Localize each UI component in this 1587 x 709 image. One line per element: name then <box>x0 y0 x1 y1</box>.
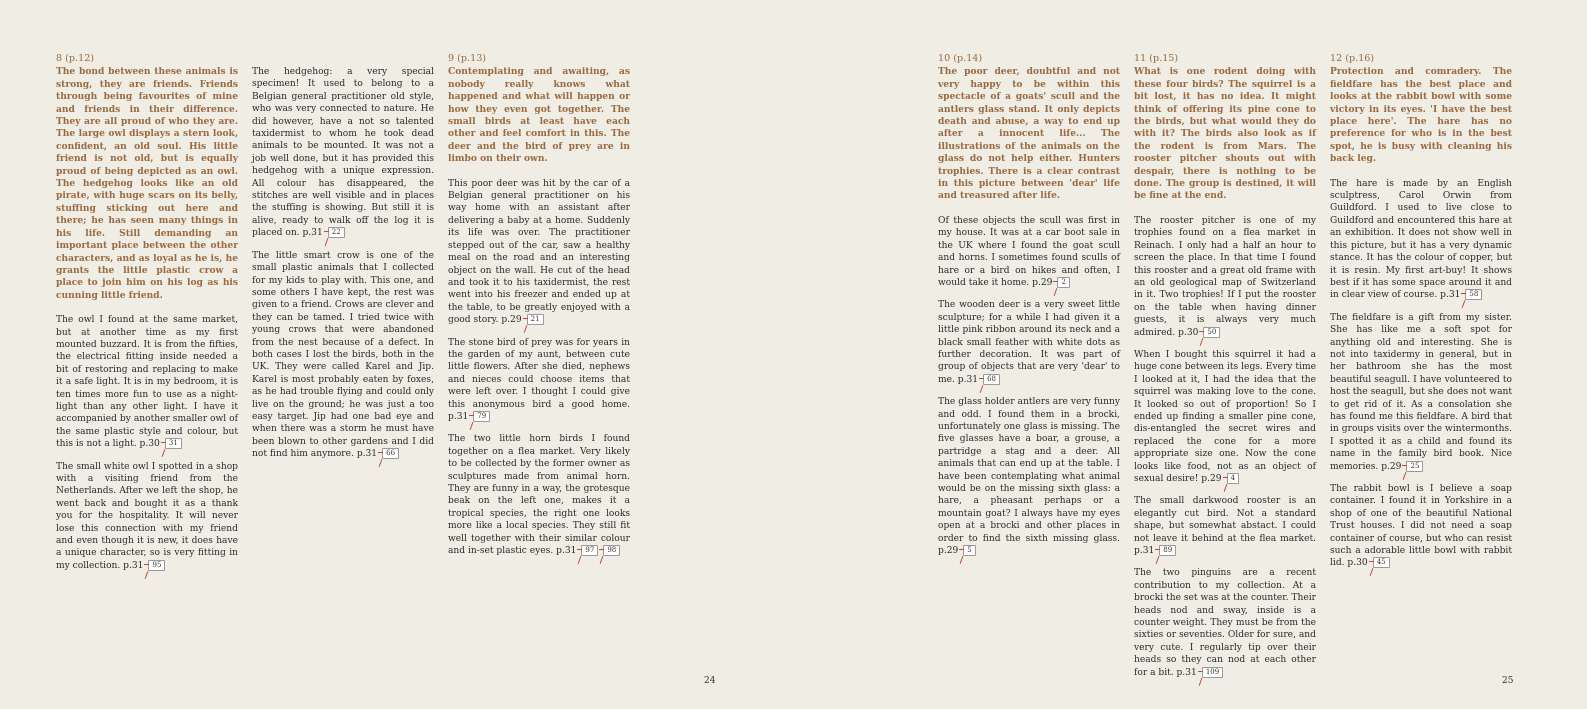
section-heading: 9 (p.13) <box>448 53 487 64</box>
paragraph-text: The rabbit bowl is I believe a soap container. I found it in Yorkshire in a shop of one of the beautiful National Trust houses. I did not need a soap container of course, but who can resist such a adorable little bowl with rabbit lid. p.30 <box>1330 484 1512 569</box>
paragraph <box>1330 178 1512 302</box>
paragraph <box>1134 567 1316 679</box>
section-heading: 8 (p.12) <box>56 53 95 64</box>
photo-number-tag: 98 <box>603 545 620 556</box>
photo-number-tag: 21 <box>527 314 544 325</box>
paragraph-text: This poor deer was hit by the car of a Belgian general practitioner on his way home with an assistant after delivering a baby at a home. Suddenly its life was over. The practitioner stepped out of the car, saw a healthy meal on the road and an interesting object on the wall. He cut of the head and took it to his taxidermist, the rest went into his freezer and ended up at the table, to be greatly enjoyed with a good story. p.29 <box>448 178 630 326</box>
paragraph <box>938 215 1120 289</box>
section-heading: 12 (p.16) <box>1330 53 1375 64</box>
paragraph <box>252 250 434 461</box>
photo-number-tag: 58 <box>1465 289 1482 300</box>
page-number-left: 24 <box>704 676 716 686</box>
paragraph-text: When I bought this squirrel it had a huge cone between its legs. Every time I looked at it, I had the idea that the squirrel was making love to the cone. It looked so out of proportion! So I ended up finding a smaller pine cone, dis-entangled the secret wires and replaced the cone for a more appropriate size one. Now the cone looks like food, not as an object of sexual desire! p.29 <box>1134 349 1316 484</box>
paragraph <box>938 299 1120 386</box>
paragraph <box>1330 312 1512 473</box>
paragraph-text: The small white owl I spotted in a shop with a visiting friend from the Netherlands. After we left the shop, he went back and bought it as a thank you for the hospitality. It will never lose this connection with my friend and even though it is new, it does have a unique character, so is very fitting in my collection. p.31 <box>56 461 238 571</box>
paragraph-text: The owl I found at the same market, but at another time as my first mounted buzzard. It is from the fifties, the electrical fitting inside needed a bit of restoring and replacing to make it a safe light. It is in my bedroom, it is ten times more fun to use as a night-light than any other light. I have it accompanied by another smaller owl of the same plastic style and colour, but this is not a light. p.30 <box>56 315 238 450</box>
photo-number-tag: 4 <box>1227 473 1239 484</box>
photo-number-tag: 5 <box>963 545 975 556</box>
paragraph-text: The rooster pitcher is one of my trophies found on a flea market in Reinach. I only had a half an hour to screen the place. In that time I found this rooster and a great old frame with an old geological map of Switzerland in it. Two trophies! If I put the rooster on the table when having dinner guests, it is always very much admired. p.30 <box>1134 215 1316 338</box>
paragraph <box>1134 495 1316 557</box>
paragraph-text: The two pinguins are a recent contribution to my collection. At a brocki the set was at the counter. Their heads nod and sway, inside is a counter weight. They must be from the sixties or seventies. Older for sure, and very cute. I regularly tip over their heads so they can nod at each other for a bit. p.31 <box>1134 568 1316 678</box>
paragraph <box>1330 483 1512 570</box>
paragraph-text: The stone bird of prey was for years in the garden of my aunt, between cute little flowers. After she died, nephews and nieces could choose items that were left over. I thought I could give this anonymous bird a good home. p.31 <box>448 337 630 422</box>
photo-number-tag: 22 <box>328 227 345 238</box>
section-heading: 11 (p.15) <box>1134 53 1179 64</box>
section-intro: Contemplating and awaiting, as nobody really knows what happened and what will happen or how they even got together. The small birds at least have each other and feel comfort in this. The deer and the bird of prey are in limbo on their own. <box>448 66 630 165</box>
paragraph-text: The fieldfare is a gift from my sister. She has like me a soft spot for anything old and interesting. She is not into taxidermy in general, but in her bathroom she has the most beautiful seagull. I have volunteered to host the seagull, but she does not want to get rid of it. As a consolation she has found me this fieldfare. A bird that in groups visits over the wintermonths. I spotted it as a child and found its name in the family bird book. Nice memories. p.29 <box>1330 312 1512 472</box>
page-number-right: 25 <box>1502 676 1514 686</box>
paragraph-text: The small darkwood rooster is an elegantly cut bird. Not a standard shape, but somewhat abstact. I could not leave it behind at the flea market. p.31 <box>1134 496 1316 557</box>
column-8 <box>56 53 238 582</box>
column-8-continued <box>252 66 434 471</box>
section-heading: 10 (p.14) <box>938 53 983 64</box>
photo-number-tag: 25 <box>1406 461 1423 472</box>
paragraph <box>938 396 1120 557</box>
column-9 <box>448 53 630 567</box>
photo-number-tag: 66 <box>382 448 399 459</box>
paragraph <box>1134 215 1316 339</box>
paragraph <box>1134 349 1316 485</box>
photo-number-tag: 2 <box>1057 277 1069 288</box>
section-intro: Protection and comradery. The fieldfare has the best place and looks at the rabbit bowl with some victory in its eyes. 'I have the best place here'. The hare has no preference for who is in the best spot, he is busy with cleaning his back leg. <box>1330 66 1512 165</box>
paragraph <box>252 66 434 240</box>
column-11 <box>1134 53 1316 689</box>
paragraph <box>448 433 630 557</box>
paragraph <box>56 461 238 573</box>
photo-number-tag: 68 <box>983 374 1000 385</box>
photo-number-tag: 50 <box>1203 327 1220 338</box>
photo-number-tag: 31 <box>165 438 182 449</box>
paragraph-text: The little smart crow is one of the small plastic animals that I collected for my kids to play with. This one, and some others I have kept, the rest was given to a friend. Crows are clever and they can be tamed. I tried twice with young crows that were abandoned from the nest because of a defect. In both cases I lost the birds, both in the UK. They were called Karel and Jip. Karel is most probably eaten by foxes, as he had trouble flying and could only live on the ground; he was just a too easy target. Jip had one bad eye and when there was a storm he must have been blown to other gardens and I did not find him anymore. p.31 <box>252 250 434 460</box>
paragraph-text: Of these objects the scull was first in my house. It was at a car boot sale in the UK where I found the goat scull and horns. I sometimes found sculls of hare or a bird on hikes and often, I would take it home. p.29 <box>938 215 1120 288</box>
photo-number-tag: 109 <box>1202 667 1223 678</box>
paragraph <box>56 314 238 450</box>
section-intro: The bond between these animals is strong, they are friends. Friends through being favourites of mine and friends in their difference. They are all proud of who they are. The large owl displays a stern look, confident, an old soul. His little friend is not old, but is equally proud of being depicted as an owl. The hedgehog looks like an old pirate, with huge scars on its belly, stuffing sticking out here and there; he has seen many things in his life. Still demanding an important place between the other characters, and as loyal as he is, he grants the little plastic crow a place to join him on his log as his cunning little friend. <box>56 66 238 301</box>
paragraph <box>448 178 630 327</box>
photo-number-tag: 95 <box>148 560 165 571</box>
section-intro: What is one rodent doing with these four birds? The squirrel is a bit lost, it has no idea. It might think of offering its pine cone to the birds, but what would they do with it? The birds also look as if the rodent is from Mars. The rooster pitcher shouts out with despair, there is nothing to be done. The group is destined, it will be fine at the end. <box>1134 66 1316 202</box>
paragraph-text: The glass holder antlers are very funny and odd. I found them in a brocki, unfortunately one glass is missing. The five glasses have a boar, a grouse, a partridge a stag and a deer. All animals that can end up at the table. I have been contemplating what animal would be on the missing sixth glass: a hare, a pheasant perhaps or a mountain goat? I always have my eyes open at a brocki and other places in order to find the sixth missing glass. p.29 <box>938 397 1120 557</box>
section-intro: The poor deer, doubtful and not very happy to be within this spectacle of a goats' scull and the antlers glass stand. It only depicts death and abuse, a way to end up after a innocent life... The illustrations of the animals on the glass do not help either. Hunters trophies. There is a clear contrast in this picture between 'dear' life and treasured after life. <box>938 66 1120 202</box>
photo-number-tag: 79 <box>473 411 490 422</box>
photo-number-tag: 45 <box>1373 557 1390 568</box>
column-12 <box>1330 53 1512 580</box>
paragraph-text: The two little horn birds I found together on a flea market. Very likely to be collected by the former owner as sculptures made from animal horn. They are funny in a way, the grotesque beak on the left one, makes it a tropical species, the right one looks more like a local species. They still fit well together with their similar colour and in-set plastic eyes. p.31 <box>448 434 630 557</box>
paragraph-text: The wooden deer is a very sweet little sculpture; for a while I had given it a little pink ribbon around its neck and a black small feather with white dots as further decoration. It was part of group of objects that are very 'dear' to me. p.31 <box>938 300 1120 385</box>
paragraph <box>448 337 630 424</box>
photo-number-tag: 89 <box>1159 545 1176 556</box>
paragraph-text: The hedgehog: a very special specimen! It used to belong to a Belgian general practitioner old style, who was very connected to nature. He did however, have a not so talented taxidermist to whom he took dead animals to be mounted. It was not a job well done, but it has provided this hedgehog with a unique expression. All colour has disappeared, the stitches are well visible and in places the stuffing is showing. But still it is alive, ready to walk off the log it is placed on. p.31 <box>252 67 434 239</box>
photo-number-tag: 97 <box>581 545 598 556</box>
paragraph-text: The hare is made by an English sculptress, Carol Orwin from Guildford. I used to live close to Guildford and encountered this hare at an exhibition. It does not show well in this picture, but it has a very dynamic stance. It has the colour of copper, but it is resin. My first art-buy! It shows best if it has some space around it and in clear view of course. p.31 <box>1330 178 1512 301</box>
column-10 <box>938 53 1120 567</box>
